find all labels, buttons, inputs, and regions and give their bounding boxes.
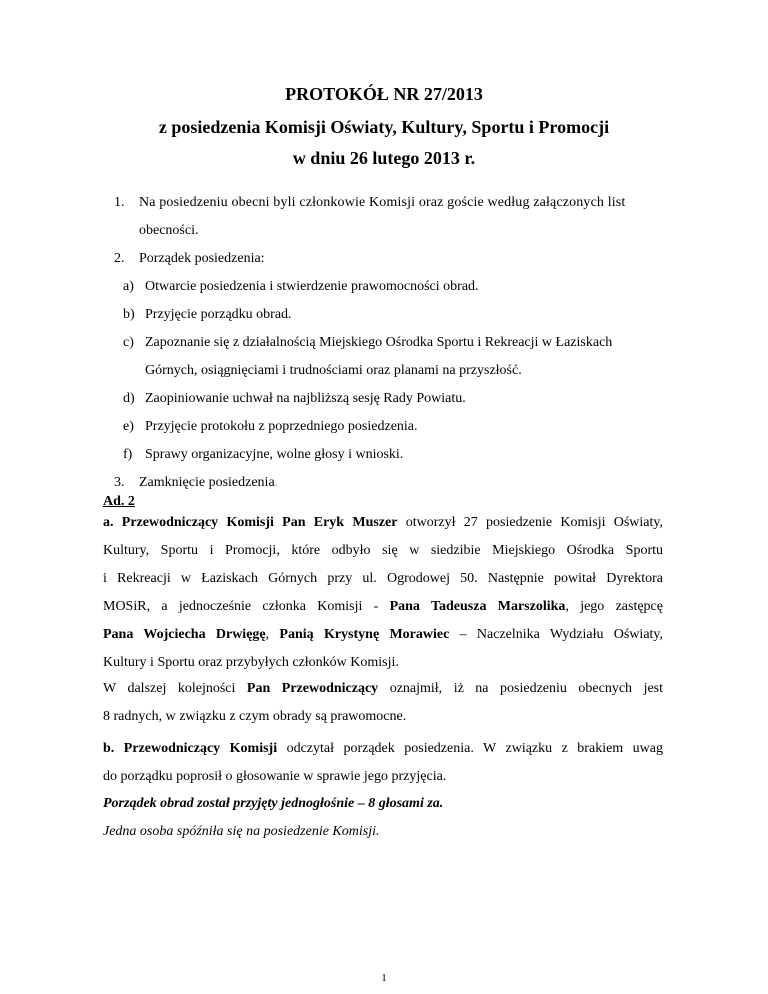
item-text: Otwarcie posiedzenia i stwierdzenie prawomocności obrad. xyxy=(145,279,479,294)
item-text-line: obecności. xyxy=(139,223,199,238)
chairman-name: a. Przewodniczący Komisji Pan Eryk Muszer xyxy=(103,515,398,530)
line-text: – Naczelnika Wydziału Oświaty, xyxy=(449,627,664,642)
paragraph-b xyxy=(103,735,663,791)
agenda-item-1 xyxy=(114,189,674,245)
item-text-line: Górnych, osiągnięciami i trudnościami oraz planami na przyszłość. xyxy=(145,363,522,378)
item-text-main: Zamknięcie posiedzenia xyxy=(139,475,275,490)
item-letter: b) xyxy=(123,307,135,322)
item-text: Przyjęcie protokołu z poprzedniego posiedzenia. xyxy=(145,419,418,434)
document-subtitle: z posiedzenia Komisji Oświaty, Kultury, Sportu i Promocji xyxy=(158,117,610,137)
item-number: 1. xyxy=(114,195,125,210)
line-text: otworzył 27 posiedzenie Komisji Oświaty, xyxy=(397,515,663,530)
paragraph-line xyxy=(103,675,663,703)
head-of-department-name: Panią Krystynę Morawiec xyxy=(279,627,450,642)
paragraph-line xyxy=(103,735,663,763)
item-text: Sprawy organizacyjne, wolne głosy i wnioski. xyxy=(145,447,404,462)
item-letter: a) xyxy=(123,279,134,294)
deputy-name: Pana Wojciecha Drwięgę xyxy=(103,627,266,642)
item-letter: e) xyxy=(123,419,134,434)
item-letter: d) xyxy=(123,391,135,406)
paragraph-line xyxy=(103,509,663,537)
chairman-reference: Pan Przewodniczący xyxy=(246,681,379,696)
item-text: Porządek posiedzenia: xyxy=(139,251,265,266)
page-number: 1 xyxy=(381,972,387,984)
item-text xyxy=(145,329,683,385)
line-text: , jego zastępcę xyxy=(565,599,663,614)
agenda-subitem-e xyxy=(123,413,683,441)
paragraph-line xyxy=(103,593,663,621)
chairman-reference: b. Przewodniczący Komisji xyxy=(103,741,278,756)
director-name: Pana Tadeusza Marszolika xyxy=(389,599,566,614)
agenda-subitem-c xyxy=(123,329,683,385)
item-letter: c) xyxy=(123,335,134,350)
agenda-subitem-b xyxy=(123,301,683,329)
paragraph-quorum xyxy=(103,675,663,731)
line-text: MOSiR, a jednocześnie członka Komisji - xyxy=(103,599,390,614)
agenda-item-3 xyxy=(114,469,674,497)
paragraph-line: Kultury, Sportu i Promocji, które odbyło się w siedzibie Miejskiego Ośrodka Sportu xyxy=(103,543,663,558)
item-number: 3. xyxy=(114,475,125,490)
item-text xyxy=(139,189,674,245)
item-text: Przyjęcie porządku obrad. xyxy=(145,307,292,322)
item-period: . xyxy=(274,475,279,490)
agenda-subitem-f xyxy=(123,441,683,469)
section-heading-ad2: Ad. 2 xyxy=(103,494,135,509)
agenda-subitem-a xyxy=(123,273,683,301)
paragraph-line: i Rekreacji w Łaziskach Górnych przy ul. Ogrodowej 50. Następnie powitał Dyrektora xyxy=(103,571,663,586)
agenda-subitem-d xyxy=(123,385,683,413)
paragraph-a xyxy=(103,509,663,677)
paragraph-line xyxy=(103,621,663,649)
line-text: , xyxy=(265,627,280,642)
document-title: PROTOKÓŁ NR 27/2013 xyxy=(285,84,483,104)
item-text-line: Zapoznanie się z działalnością Miejskiego Ośrodka Sportu i Rekreacji w Łaziskach xyxy=(145,335,613,350)
agenda-item-2 xyxy=(114,245,674,273)
line-text: oznajmił, iż na posiedzeniu obecnych jest xyxy=(378,681,664,696)
item-text-line: Na posiedzeniu obecni byli członkowie Komisji oraz goście według załączonych list xyxy=(139,195,626,210)
vote-result: Porządek obrad został przyjęty jednogłośnie – 8 głosami za. xyxy=(103,796,444,811)
paragraph-line: 8 radnych, w związku z czym obrady są prawomocne. xyxy=(103,709,407,724)
line-text: odczytał porządek posiedzenia. W związku z brakiem uwag xyxy=(277,741,663,756)
late-note: Jedna osoba spóźniła się na posiedzenie Komisji. xyxy=(103,824,380,839)
paragraph-line: Kultury i Sportu oraz przybyłych członków Komisji. xyxy=(103,655,399,670)
item-number: 2. xyxy=(114,251,125,266)
item-letter: f) xyxy=(123,447,133,462)
item-text: Zaopiniowanie uchwał na najbliższą sesję Rady Powiatu. xyxy=(145,391,466,406)
line-text: W dalszej kolejności xyxy=(103,681,247,696)
document-date: w dniu 26 lutego 2013 r. xyxy=(292,148,476,168)
paragraph-line: do porządku poprosił o głosowanie w sprawie jego przyjęcia. xyxy=(103,769,447,784)
item-text xyxy=(139,469,674,497)
